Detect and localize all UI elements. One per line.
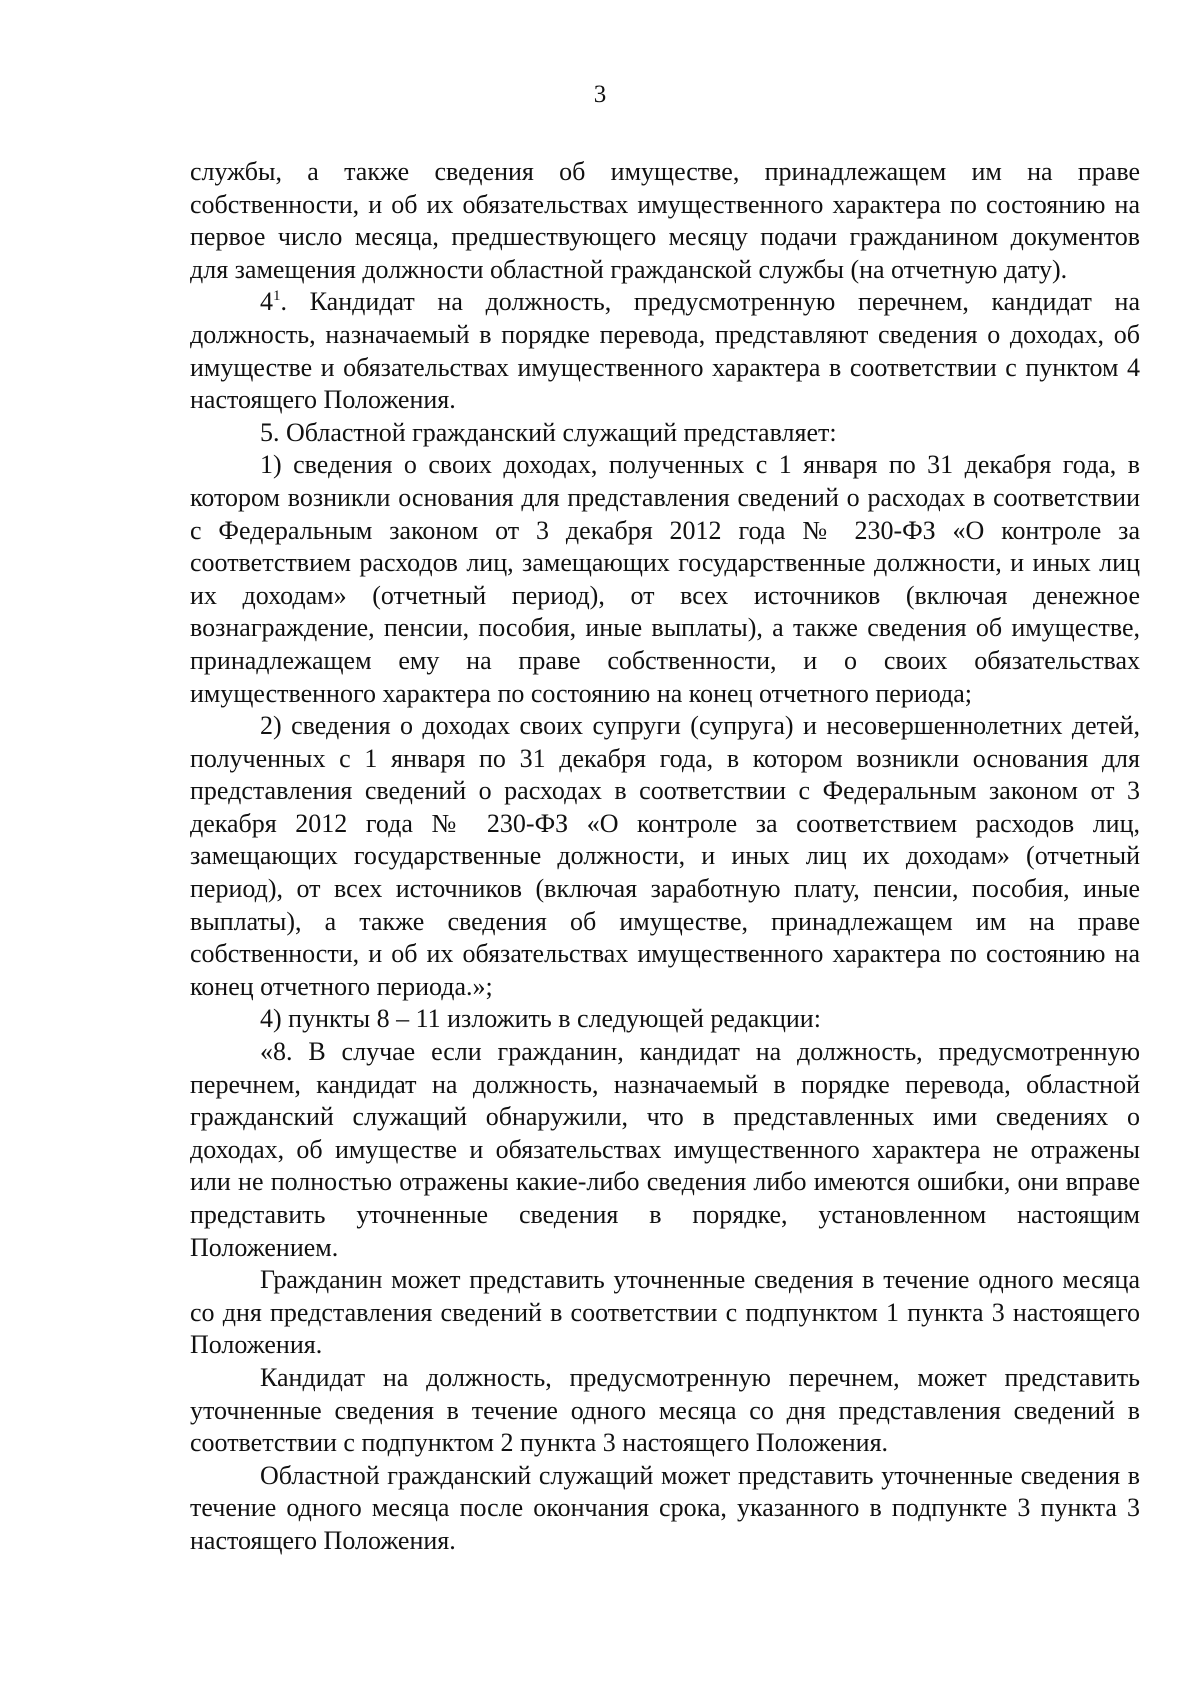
document-body (190, 156, 1140, 1558)
paragraph-5: 5. Областной гражданский служащий представляет: (260, 417, 837, 447)
paragraph-candidate: Кандидат на должность, предусмотренную перечнем, может представить уточненные сведения в течение одного месяца со дня представления сведений в соответствии с подпунктом 2 пункта 3 настоящего Положения. (190, 1362, 1140, 1458)
paragraph-number-superscript: 1 (273, 288, 281, 305)
paragraph-8: «8. В случае если гражданин, кандидат на должность, предусмотренную перечнем, кандидат на должность, назначаемый в порядке перевода, областной гражданский служащий обнаружили, что в представленных ими сведениях о доходах, об имуществе и обязательствах имущественного характера не отражены или не полностью отражены какие-либо сведения либо имеются ошибки, они вправе представить уточненные сведения в порядке, установленном настоящим Положением. (190, 1037, 1140, 1262)
amendment-item-4: 4) пункты 8 – 11 изложить в следующей редакции: (260, 1004, 821, 1034)
paragraph-civil-servant: Областной гражданский служащий может представить уточненные сведения в течение одного месяца после окончания срока, указанного в подпункте 3 пункта 3 настоящего Положения. (190, 1460, 1140, 1555)
paragraph-citizen: Гражданин может представить уточненные сведения в течение одного месяца со дня представления сведений в соответствии с подпунктом 1 пункта 3 настоящего Положения. (190, 1265, 1140, 1360)
subparagraph-1: 1) сведения о своих доходах, полученных с 1 января по 31 декабря года, в котором возникли основания для представления сведений о расходах в соответствии с Федеральным законом от 3 декабря 2012 года № 230-ФЗ «О контроле за соответствием расходов лиц, замещающих государственные должности, и иных лиц их доходам» (отчетный период), от всех источников (включая денежное вознаграждение, пенсии, пособия, иные выплаты), а также сведения об имуществе, принадлежащем ему на праве собственности, и о своих обязательствах имущественного характера по состоянию на конец отчетного периода; (190, 450, 1140, 708)
paragraph-4-1-text: . Кандидат на должность, предусмотренную перечнем, кандидат на должность, назначаемый в порядке перевода, представляют сведения о доходах, об имуществе и обязательствах имущественного характера в соответствии с пунктом 4 настоящего Положения. (190, 287, 1140, 415)
subparagraph-2: 2) сведения о доходах своих супруги (супруга) и несовершеннолетних детей, полученных с 1 января по 31 декабря года, в котором возникли основания для представления сведений о расходах в соответствии с Федеральным законом от 3 декабря 2012 года № 230-ФЗ «О контроле за соответствием расходов лиц, замещающих государственные должности, и иных лиц их доходам» (отчетный период), от всех источников (включая заработную плату, пенсии, пособия, иные выплаты), а также сведения об имуществе, принадлежащем им на праве собственности, и об их обязательствах имущественного характера по состоянию на конец отчетного периода.»; (190, 711, 1140, 1001)
paragraph-continuation: службы, а также сведения об имуществе, принадлежащем им на праве собственности, и об их обязательствах имущественного характера по состоянию на первое число месяца, предшествующего месяцу подачи гражданином документов для замещения должности областной гражданской службы (на отчетную дату). (190, 157, 1140, 284)
paragraph-4-1 (190, 286, 1140, 416)
page-number: 3 (593, 81, 607, 108)
paragraph-number: 4 (260, 287, 273, 317)
